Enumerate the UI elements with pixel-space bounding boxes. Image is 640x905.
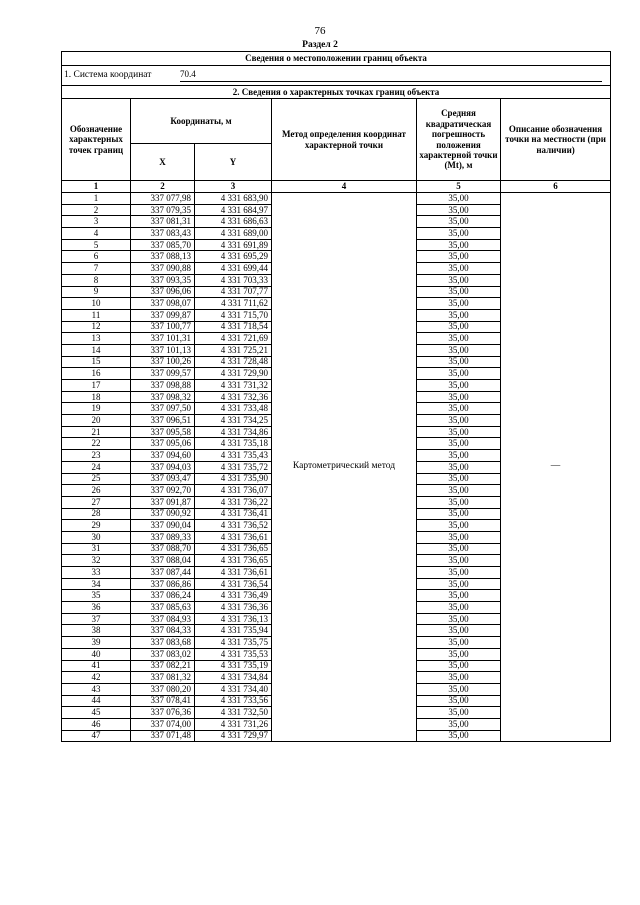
coord-x: 337 086,86 xyxy=(131,578,195,590)
error-value: 35,00 xyxy=(417,450,501,462)
point-number: 6 xyxy=(62,251,131,263)
coord-system-underline xyxy=(180,81,602,82)
coord-x: 337 101,13 xyxy=(131,344,195,356)
coord-y: 4 331 691,89 xyxy=(195,239,272,251)
point-number: 5 xyxy=(62,239,131,251)
point-number: 43 xyxy=(62,683,131,695)
error-value: 35,00 xyxy=(417,403,501,415)
error-value: 35,00 xyxy=(417,707,501,719)
error-value: 35,00 xyxy=(417,298,501,310)
coord-x: 337 085,63 xyxy=(131,602,195,614)
point-number: 1 xyxy=(62,193,131,205)
coord-x: 337 082,21 xyxy=(131,660,195,672)
coord-x: 337 088,70 xyxy=(131,543,195,555)
coord-x: 337 078,41 xyxy=(131,695,195,707)
error-value: 35,00 xyxy=(417,625,501,637)
coord-x: 337 083,02 xyxy=(131,648,195,660)
coord-x: 337 077,98 xyxy=(131,193,195,205)
coord-x: 337 088,04 xyxy=(131,555,195,567)
coord-x: 337 098,32 xyxy=(131,391,195,403)
coord-y: 4 331 736,65 xyxy=(195,555,272,567)
point-number: 11 xyxy=(62,309,131,321)
point-number: 42 xyxy=(62,672,131,684)
coord-x: 337 100,26 xyxy=(131,356,195,368)
point-number: 23 xyxy=(62,450,131,462)
coord-y: 4 331 689,00 xyxy=(195,228,272,240)
coord-x: 337 086,24 xyxy=(131,590,195,602)
point-number: 37 xyxy=(62,613,131,625)
coord-x: 337 099,87 xyxy=(131,309,195,321)
error-value: 35,00 xyxy=(417,567,501,579)
coord-y: 4 331 735,18 xyxy=(195,438,272,450)
coord-x: 337 098,07 xyxy=(131,298,195,310)
error-value: 35,00 xyxy=(417,251,501,263)
col-number: 6 xyxy=(501,181,611,193)
coord-y: 4 331 735,75 xyxy=(195,637,272,649)
point-number: 41 xyxy=(62,660,131,672)
point-number: 12 xyxy=(62,321,131,333)
coord-y: 4 331 734,25 xyxy=(195,415,272,427)
col-head-description: Описание обозначения точки на местности (при наличии) xyxy=(501,99,611,181)
section-title: Раздел 2 xyxy=(302,40,338,50)
point-number: 47 xyxy=(62,730,131,742)
boundary-table xyxy=(61,51,611,742)
point-number: 27 xyxy=(62,496,131,508)
coord-x: 337 090,88 xyxy=(131,263,195,275)
coord-y: 4 331 729,90 xyxy=(195,368,272,380)
coord-y: 4 331 731,32 xyxy=(195,380,272,392)
point-number: 30 xyxy=(62,531,131,543)
error-value: 35,00 xyxy=(417,637,501,649)
point-number: 26 xyxy=(62,485,131,497)
coord-y: 4 331 735,43 xyxy=(195,450,272,462)
point-number: 35 xyxy=(62,590,131,602)
coord-x: 337 093,47 xyxy=(131,473,195,485)
coord-y: 4 331 715,70 xyxy=(195,309,272,321)
point-number: 36 xyxy=(62,602,131,614)
coord-y: 4 331 736,65 xyxy=(195,543,272,555)
coord-y: 4 331 683,90 xyxy=(195,193,272,205)
coord-y: 4 331 735,19 xyxy=(195,660,272,672)
coord-y: 4 331 734,40 xyxy=(195,683,272,695)
coord-y: 4 331 725,21 xyxy=(195,344,272,356)
point-number: 13 xyxy=(62,333,131,345)
error-value: 35,00 xyxy=(417,718,501,730)
error-value: 35,00 xyxy=(417,473,501,485)
coord-y: 4 331 735,72 xyxy=(195,461,272,473)
coord-y: 4 331 736,13 xyxy=(195,613,272,625)
coord-y: 4 331 733,56 xyxy=(195,695,272,707)
coord-y: 4 331 695,29 xyxy=(195,251,272,263)
coord-y: 4 331 736,52 xyxy=(195,520,272,532)
error-value: 35,00 xyxy=(417,309,501,321)
boundary-sheet xyxy=(61,51,610,742)
point-number: 40 xyxy=(62,648,131,660)
col-number: 5 xyxy=(417,181,501,193)
error-value: 35,00 xyxy=(417,496,501,508)
error-value: 35,00 xyxy=(417,520,501,532)
error-value: 35,00 xyxy=(417,485,501,497)
coord-x: 337 095,58 xyxy=(131,426,195,438)
coord-x: 337 094,60 xyxy=(131,450,195,462)
coord-x: 337 083,68 xyxy=(131,637,195,649)
coord-x: 337 085,70 xyxy=(131,239,195,251)
error-value: 35,00 xyxy=(417,344,501,356)
coord-y: 4 331 735,90 xyxy=(195,473,272,485)
header-location: Сведения о местоположении границ объекта xyxy=(62,52,611,66)
point-number: 38 xyxy=(62,625,131,637)
coord-x: 337 094,03 xyxy=(131,461,195,473)
error-value: 35,00 xyxy=(417,380,501,392)
coord-y: 4 331 699,44 xyxy=(195,263,272,275)
coord-x: 337 089,33 xyxy=(131,531,195,543)
coord-y: 4 331 732,50 xyxy=(195,707,272,719)
point-number: 8 xyxy=(62,274,131,286)
error-value: 35,00 xyxy=(417,555,501,567)
point-number: 22 xyxy=(62,438,131,450)
col-head-method: Метод определения координат характерной точки xyxy=(272,99,417,181)
description-cell: — xyxy=(501,193,611,742)
coord-y: 4 331 736,61 xyxy=(195,567,272,579)
coord-x: 337 096,51 xyxy=(131,415,195,427)
point-number: 18 xyxy=(62,391,131,403)
error-value: 35,00 xyxy=(417,415,501,427)
coord-x: 337 084,33 xyxy=(131,625,195,637)
col-number: 3 xyxy=(195,181,272,193)
error-value: 35,00 xyxy=(417,321,501,333)
header-points: 2. Сведения о характерных точках границ объекта xyxy=(62,86,611,99)
point-number: 25 xyxy=(62,473,131,485)
coord-y: 4 331 736,41 xyxy=(195,508,272,520)
point-number: 44 xyxy=(62,695,131,707)
coord-y: 4 331 703,33 xyxy=(195,274,272,286)
coord-x: 337 081,31 xyxy=(131,216,195,228)
method-cell: Картометрический метод xyxy=(272,193,417,742)
point-number: 34 xyxy=(62,578,131,590)
error-value: 35,00 xyxy=(417,578,501,590)
point-number: 7 xyxy=(62,263,131,275)
coord-y: 4 331 735,53 xyxy=(195,648,272,660)
point-number: 4 xyxy=(62,228,131,240)
coord-x: 337 081,32 xyxy=(131,672,195,684)
point-number: 31 xyxy=(62,543,131,555)
coord-x: 337 087,44 xyxy=(131,567,195,579)
error-value: 35,00 xyxy=(417,239,501,251)
error-value: 35,00 xyxy=(417,426,501,438)
coord-system-row xyxy=(62,66,611,86)
coord-x: 337 074,00 xyxy=(131,718,195,730)
coord-y: 4 331 718,54 xyxy=(195,321,272,333)
point-number: 29 xyxy=(62,520,131,532)
col-head-coords: Координаты, м xyxy=(131,99,272,144)
point-number: 46 xyxy=(62,718,131,730)
coord-y: 4 331 736,07 xyxy=(195,485,272,497)
coord-y: 4 331 731,26 xyxy=(195,718,272,730)
point-number: 45 xyxy=(62,707,131,719)
coord-y: 4 331 711,62 xyxy=(195,298,272,310)
point-number: 33 xyxy=(62,567,131,579)
error-value: 35,00 xyxy=(417,648,501,660)
error-value: 35,00 xyxy=(417,531,501,543)
coord-x: 337 083,43 xyxy=(131,228,195,240)
point-number: 32 xyxy=(62,555,131,567)
col-number: 1 xyxy=(62,181,131,193)
coord-y: 4 331 735,94 xyxy=(195,625,272,637)
coord-y: 4 331 733,48 xyxy=(195,403,272,415)
coord-y: 4 331 721,69 xyxy=(195,333,272,345)
error-value: 35,00 xyxy=(417,263,501,275)
error-value: 35,00 xyxy=(417,613,501,625)
error-value: 35,00 xyxy=(417,461,501,473)
coord-system-value: 70.4 xyxy=(180,69,196,79)
coord-x: 337 079,35 xyxy=(131,204,195,216)
error-value: 35,00 xyxy=(417,695,501,707)
point-number: 10 xyxy=(62,298,131,310)
coord-y: 4 331 736,54 xyxy=(195,578,272,590)
coord-y: 4 331 736,36 xyxy=(195,602,272,614)
error-value: 35,00 xyxy=(417,368,501,380)
col-number: 2 xyxy=(131,181,195,193)
error-value: 35,00 xyxy=(417,590,501,602)
coord-y: 4 331 732,36 xyxy=(195,391,272,403)
col-head-x: X xyxy=(131,144,195,181)
coord-x: 337 099,57 xyxy=(131,368,195,380)
coord-y: 4 331 734,84 xyxy=(195,672,272,684)
point-number: 39 xyxy=(62,637,131,649)
point-number: 19 xyxy=(62,403,131,415)
error-value: 35,00 xyxy=(417,508,501,520)
error-value: 35,00 xyxy=(417,333,501,345)
point-number: 2 xyxy=(62,204,131,216)
coord-x: 337 093,35 xyxy=(131,274,195,286)
coord-y: 4 331 736,61 xyxy=(195,531,272,543)
point-number: 14 xyxy=(62,344,131,356)
error-value: 35,00 xyxy=(417,274,501,286)
coord-x: 337 090,92 xyxy=(131,508,195,520)
coord-y: 4 331 736,22 xyxy=(195,496,272,508)
coord-system-label: 1. Система координат xyxy=(64,69,152,80)
coord-x: 337 090,04 xyxy=(131,520,195,532)
col-head-y: Y xyxy=(195,144,272,181)
coord-y: 4 331 686,63 xyxy=(195,216,272,228)
point-number: 15 xyxy=(62,356,131,368)
error-value: 35,00 xyxy=(417,730,501,742)
error-value: 35,00 xyxy=(417,204,501,216)
error-value: 35,00 xyxy=(417,683,501,695)
coord-y: 4 331 734,86 xyxy=(195,426,272,438)
coord-y: 4 331 736,49 xyxy=(195,590,272,602)
coord-x: 337 084,93 xyxy=(131,613,195,625)
coord-x: 337 098,88 xyxy=(131,380,195,392)
col-head-point: Обозначение характерных точек границ xyxy=(62,99,131,181)
point-number: 17 xyxy=(62,380,131,392)
error-value: 35,00 xyxy=(417,438,501,450)
coord-x: 337 100,77 xyxy=(131,321,195,333)
coord-y: 4 331 728,48 xyxy=(195,356,272,368)
error-value: 35,00 xyxy=(417,193,501,205)
coord-x: 337 071,48 xyxy=(131,730,195,742)
error-value: 35,00 xyxy=(417,660,501,672)
coord-x: 337 088,13 xyxy=(131,251,195,263)
error-value: 35,00 xyxy=(417,228,501,240)
coord-x: 337 097,50 xyxy=(131,403,195,415)
coord-x: 337 095,06 xyxy=(131,438,195,450)
error-value: 35,00 xyxy=(417,543,501,555)
coord-y: 4 331 707,77 xyxy=(195,286,272,298)
coord-x: 337 101,31 xyxy=(131,333,195,345)
point-number: 16 xyxy=(62,368,131,380)
error-value: 35,00 xyxy=(417,672,501,684)
col-number: 4 xyxy=(272,181,417,193)
coord-x: 337 076,36 xyxy=(131,707,195,719)
coord-x: 337 092,70 xyxy=(131,485,195,497)
coord-x: 337 080,20 xyxy=(131,683,195,695)
error-value: 35,00 xyxy=(417,391,501,403)
point-number: 24 xyxy=(62,461,131,473)
coord-y: 4 331 729,97 xyxy=(195,730,272,742)
col-head-error: Средняя квадратическая погрешность положения характерной точки (Mt), м xyxy=(417,99,501,181)
coord-y: 4 331 684,97 xyxy=(195,204,272,216)
page-number: 76 xyxy=(314,25,326,37)
error-value: 35,00 xyxy=(417,356,501,368)
table-row xyxy=(62,193,611,205)
error-value: 35,00 xyxy=(417,602,501,614)
error-value: 35,00 xyxy=(417,286,501,298)
coord-x: 337 096,06 xyxy=(131,286,195,298)
error-value: 35,00 xyxy=(417,216,501,228)
point-number: 28 xyxy=(62,508,131,520)
point-number: 9 xyxy=(62,286,131,298)
point-number: 21 xyxy=(62,426,131,438)
coord-x: 337 091,87 xyxy=(131,496,195,508)
point-number: 3 xyxy=(62,216,131,228)
point-number: 20 xyxy=(62,415,131,427)
